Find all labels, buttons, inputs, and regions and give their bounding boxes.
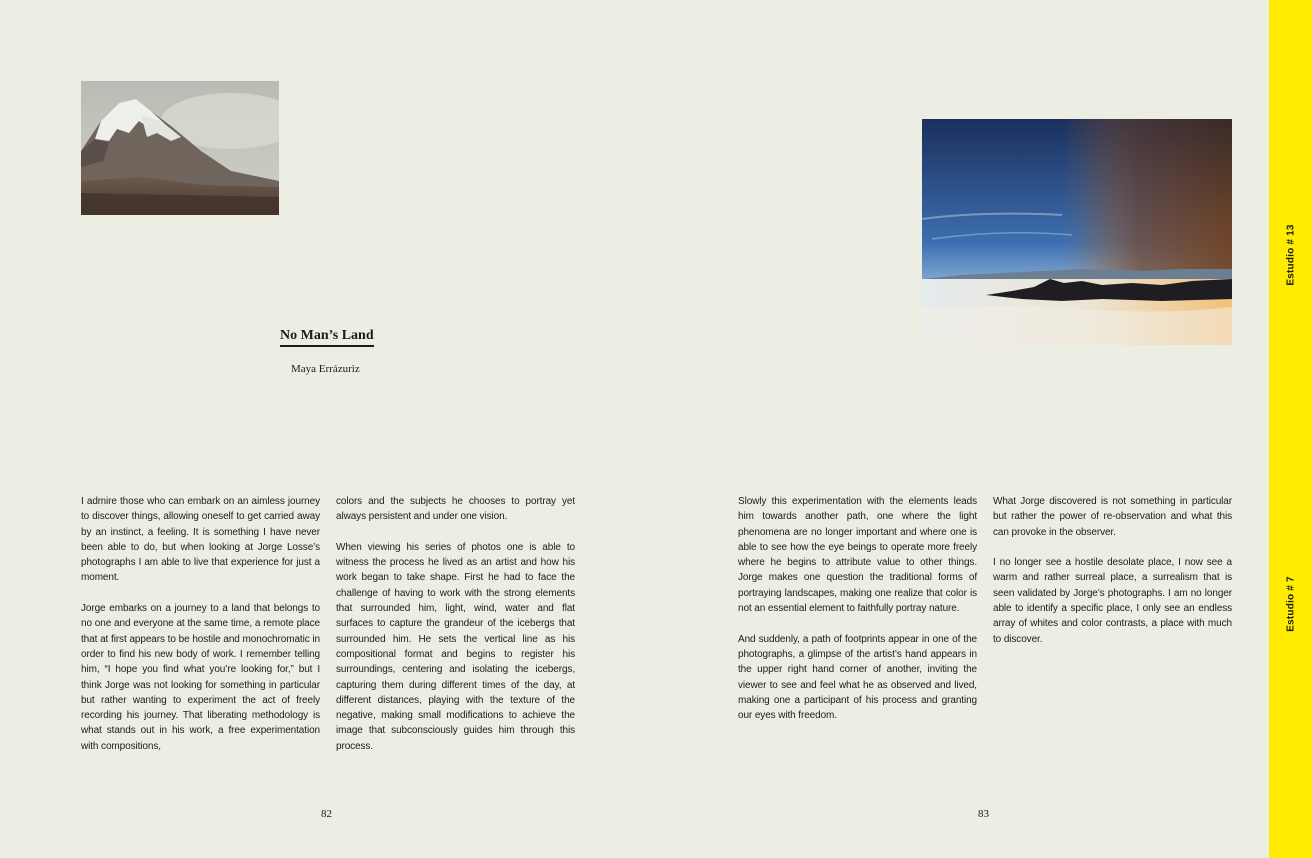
left-column-1 [81, 494, 320, 769]
article-author: Maya Errázuriz [291, 363, 360, 375]
paragraph: Jorge embarks on a journey to a land that belongs to no one and everyone at the same time, a remote place that at first appears to be hostile and monochromatic in order to find his new body of work. I remember telling him, “I hope you find what you’re looking for,” but I think Jorge was not looking for something in particular but rather wanting to experiment the act of freely recording his journey. That liberating methodology is what stands out in his work, a free experimentation with compositions, [81, 603, 320, 752]
sidebar-tab-estudio-13[interactable]: Estudio # 13 [1285, 224, 1296, 286]
paragraph: I admire those who can embark on an aimless journey to discover things, allowing oneself to get carried away by an instinct, a feeling. It is something I have never been able to do, but when looking at Jorge Losse’s photographs I am able to live that experience for just a moment. [81, 496, 320, 584]
mountain-photo [81, 81, 279, 215]
right-column-1 [738, 494, 977, 739]
right-column-2 [993, 494, 1232, 662]
sidebar-tab-estudio-7[interactable]: Estudio # 7 [1285, 576, 1296, 632]
paragraph: colors and the subjects he chooses to portray yet always persistent and under one vision. [336, 496, 575, 523]
index-sidebar [1269, 0, 1312, 858]
paragraph: Slowly this experimentation with the elements leads him towards another path, one where the light phenomena are no longer important and where one is able to see how the eye beings to operate more freely where he begins to attribute value to other things. Jorge makes one question the traditional forms of portraying landscapes, making one realize that color is not an essential element to faithfully portray nature. [738, 496, 977, 615]
sky-clouds-photo [922, 119, 1232, 345]
article-title: No Man’s Land [280, 328, 374, 347]
paragraph: And suddenly, a path of footprints appear in one of the photographs, a glimpse of the artist’s hand appears in the upper right hand corner of another, inviting the viewer to see and feel what he as observed and lived, making one a participant of his process and granting our eyes with freedom. [738, 633, 977, 722]
page-number-left: 82 [321, 808, 332, 820]
paragraph: What Jorge discovered is not something in particular but rather the power of re-observation and what this can provoke in the observer. [993, 496, 1232, 538]
paragraph: When viewing his series of photos one is able to witness the process he lived as an artist and how his work began to take shape. First he had to face the challenge of having to work with the strong elements that surrounded him, light, wind, water and flat surfaces to capture the grandeur of the icebergs that surrounded him. He sets the vertical line as his compositional format and begins to register his surroundings, centering and isolating the icebergs, capturing them during different times of the day, at different distances, playing with the texture of the negative, making small modifications to achieve the image that subconsciously guides him through this process. [336, 541, 575, 752]
left-column-2 [336, 494, 575, 769]
page-number-right: 83 [978, 808, 989, 820]
paragraph: I no longer see a hostile desolate place, I now see a warm and rather surreal place, a surrealism that is seen validated by Jorge’s photographs. I am no longer able to identify a specific place, I only see an endless array of whites and color contrasts, a place with much to discover. [993, 557, 1232, 645]
